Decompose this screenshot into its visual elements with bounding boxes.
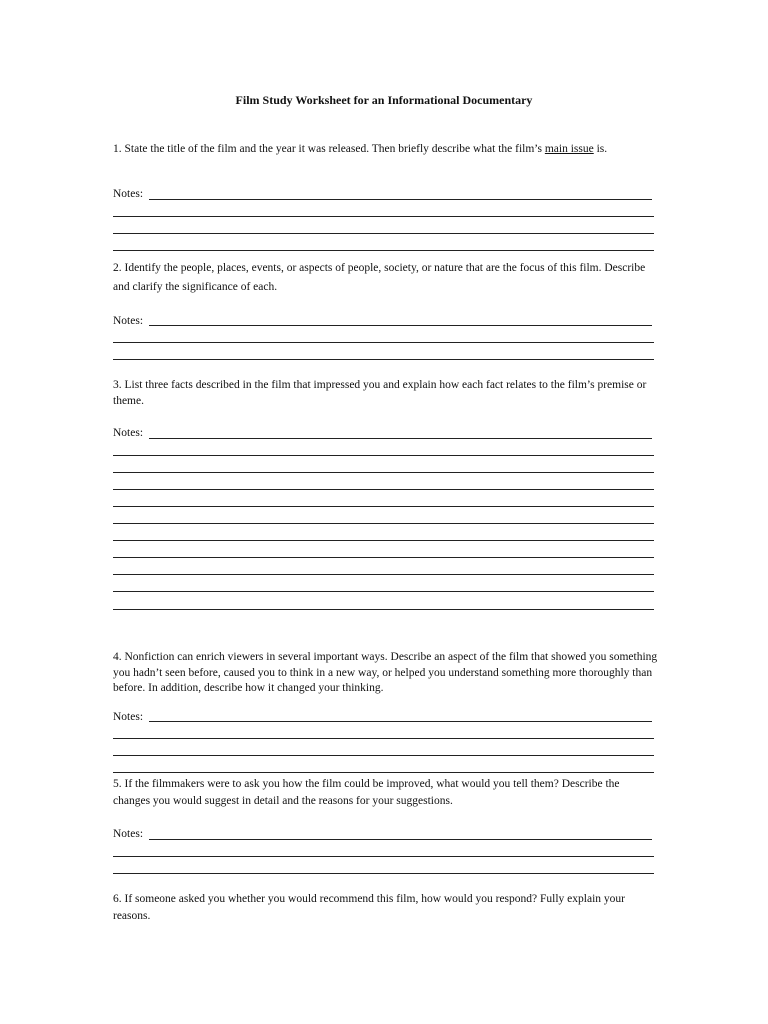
notes-line[interactable] [113,591,654,592]
notes-line[interactable] [149,199,652,200]
question-1-text: 1. State the title of the film and the year it was released. Then briefly describe what the film’s [113,143,545,155]
notes-line[interactable] [113,523,654,524]
notes-line[interactable] [113,506,654,507]
notes-label-1: Notes: [113,188,144,200]
notes-line[interactable] [113,216,654,217]
notes-line[interactable] [149,839,652,840]
question-4: 4. Nonfiction can enrich viewers in several important ways. Describe an aspect of the film that showed you something you hadn’t seen before, caused you to think in a new way, or helped you understand something more thoroughly than before. In addition, describe how it changed your thinking. [113,651,658,694]
question-2: 2. Identify the people, places, events, or aspects of people, society, or nature that are the focus of this film. Describe and clarify the significance of each. [113,262,646,293]
notes-label-4: Notes: [113,711,144,723]
notes-line[interactable] [113,755,654,756]
question-1-text-end: is. [593,143,608,155]
notes-line[interactable] [149,325,652,326]
notes-line[interactable] [113,540,654,541]
notes-line[interactable] [113,574,654,575]
notes-label-2: Notes: [113,315,144,327]
question-1 [113,142,658,158]
notes-line[interactable] [113,557,654,558]
notes-line[interactable] [113,738,654,739]
notes-line[interactable] [113,455,654,456]
notes-line[interactable] [113,489,654,490]
question-6: 6. If someone asked you whether you would recommend this film, how would you respond? Fully explain your reasons. [113,893,625,922]
notes-line[interactable] [113,250,654,251]
notes-line[interactable] [113,772,654,773]
notes-line[interactable] [149,721,652,722]
notes-line[interactable] [113,342,654,343]
page-title: Film Study Worksheet for an Informational Documentary [235,93,533,107]
notes-line[interactable] [113,472,654,473]
notes-line[interactable] [113,359,654,360]
notes-line[interactable] [149,438,652,439]
question-5: 5. If the filmmakers were to ask you how the film could be improved, what would you tell them? Describe the changes you would suggest in detail and the reasons for your suggestions. [113,778,620,807]
notes-line[interactable] [113,873,654,874]
notes-label-5: Notes: [113,828,144,840]
notes-line[interactable] [113,856,654,857]
notes-label-3: Notes: [113,427,144,439]
question-3: 3. List three facts described in the film that impressed you and explain how each fact relates to the film’s premise or theme. [113,379,647,407]
notes-line[interactable] [113,233,654,234]
notes-line[interactable] [113,609,654,610]
question-1-underlined: main issue [544,143,594,155]
